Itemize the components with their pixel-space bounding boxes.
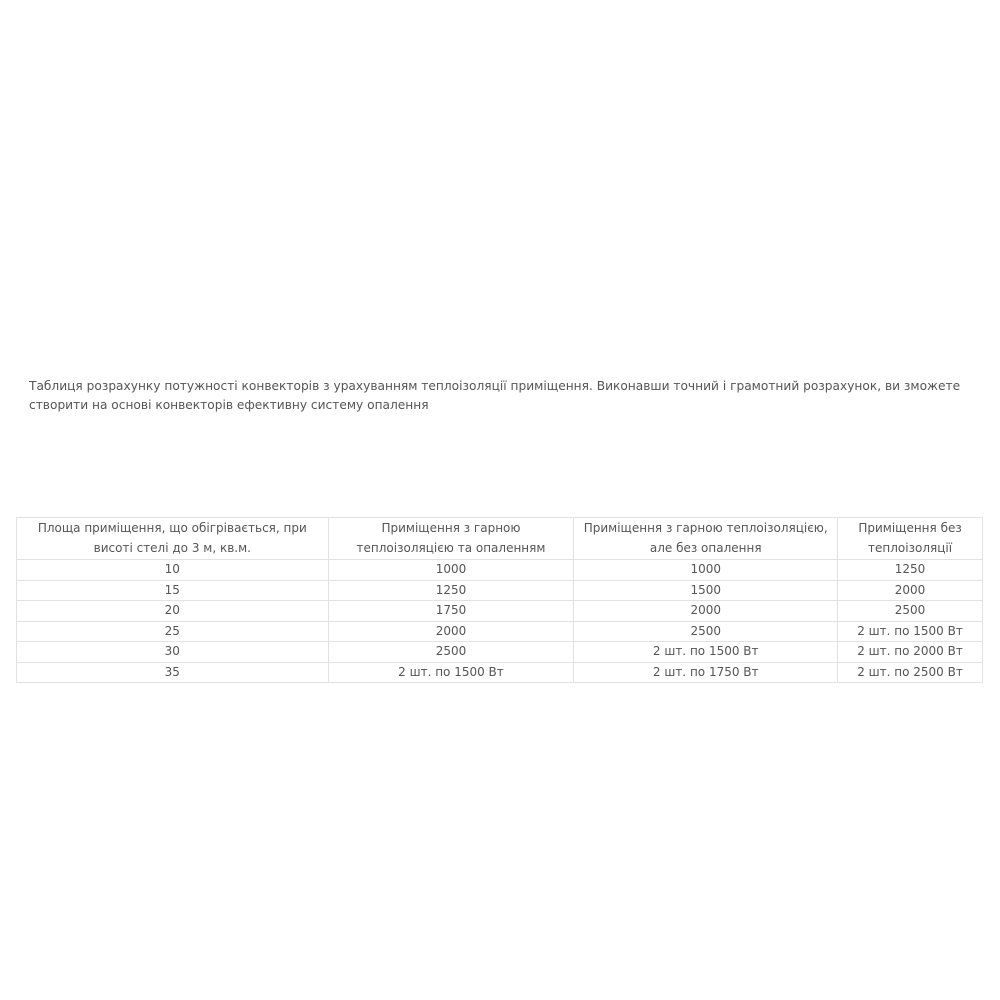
table-cell: 2000 (574, 601, 838, 622)
table-row (17, 662, 983, 683)
header-good-insulation-unheated: Приміщення з гарною теплоізоляцією, але без опалення (574, 518, 838, 560)
table-cell-area: 25 (17, 621, 329, 642)
table-cell-area: 15 (17, 580, 329, 601)
table-cell-area: 35 (17, 662, 329, 683)
table-cell-area: 20 (17, 601, 329, 622)
table-cell: 1250 (838, 560, 983, 581)
table-cell: 1750 (328, 601, 574, 622)
table-row (17, 560, 983, 581)
table-cell-area: 10 (17, 560, 329, 581)
table-row (17, 642, 983, 663)
table-cell: 1000 (574, 560, 838, 581)
table-cell: 2 шт. по 1500 Вт (838, 621, 983, 642)
table-cell: 1250 (328, 580, 574, 601)
header-no-insulation: Приміщення без теплоізоляції (838, 518, 983, 560)
table-row (17, 580, 983, 601)
table-cell: 1000 (328, 560, 574, 581)
table-cell-area: 30 (17, 642, 329, 663)
table-cell: 1500 (574, 580, 838, 601)
table-row (17, 621, 983, 642)
table-row (17, 601, 983, 622)
intro-text: Таблиця розрахунку потужності конвекторів з урахуванням теплоізоляції приміщення. Виконавши точний і грамотний розрахунок, ви зможете створити на основі конвекторів ефективну систему опалення (29, 379, 961, 412)
table-cell: 2000 (838, 580, 983, 601)
table-header-row (17, 518, 983, 560)
header-area: Площа приміщення, що обігрівається, при висоті стелі до 3 м, кв.м. (17, 518, 329, 560)
table-cell: 2 шт. по 1500 Вт (328, 662, 574, 683)
table-cell: 2500 (328, 642, 574, 663)
table-cell: 2 шт. по 2000 Вт (838, 642, 983, 663)
table-cell: 2 шт. по 1750 Вт (574, 662, 838, 683)
table-cell: 2000 (328, 621, 574, 642)
table-cell: 2 шт. по 1500 Вт (574, 642, 838, 663)
header-good-insulation-heated: Приміщення з гарною теплоізоляцією та опаленням (328, 518, 574, 560)
table-cell: 2500 (574, 621, 838, 642)
table-cell: 2500 (838, 601, 983, 622)
table-cell: 2 шт. по 2500 Вт (838, 662, 983, 683)
convector-power-table (16, 517, 983, 683)
